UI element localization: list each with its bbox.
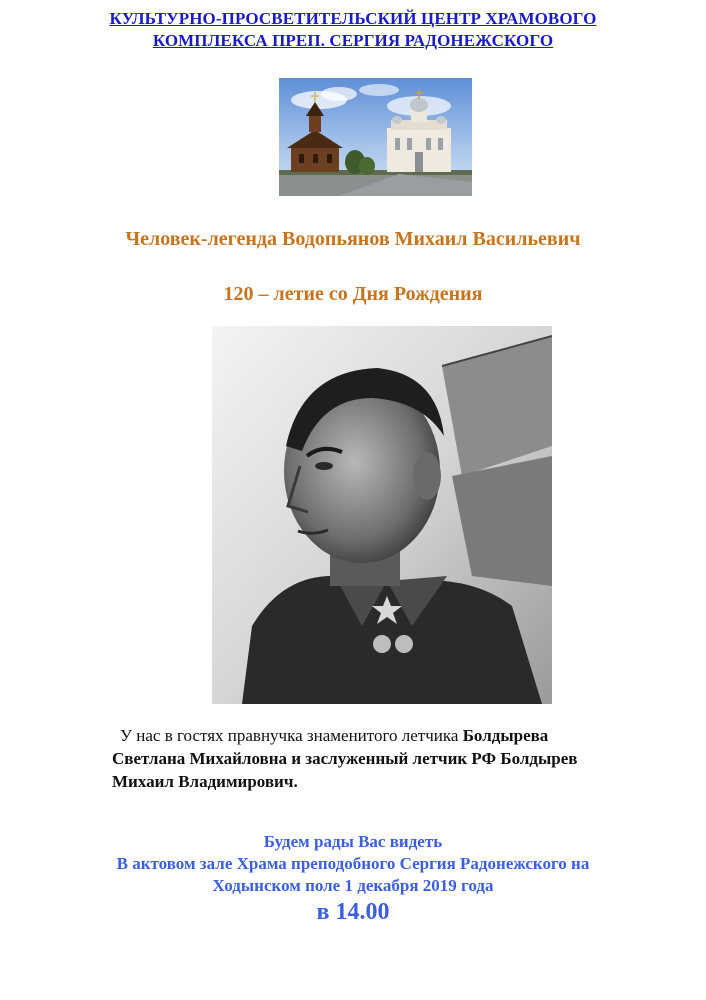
- invite-date: Ходынском поле 1 декабря 2019 года: [212, 876, 494, 895]
- event-subtitle: 120 – летие со Дня Рождения: [223, 283, 483, 305]
- guest-line-1: [112, 724, 672, 747]
- organization-header: [0, 8, 706, 52]
- guest-line-1-regular: У нас в гостях правнучка знаменитого летчика: [120, 726, 463, 745]
- guest-description: [112, 724, 672, 793]
- header-line-2: КОМПЛЕКСА ПРЕП. СЕРГИЯ РАДОНЕЖСКОГО: [152, 31, 554, 50]
- portrait-photo: [212, 326, 552, 704]
- church-photo: [279, 78, 472, 196]
- event-title: Человек-легенда Водопьянов Михаил Васильевич: [125, 228, 581, 250]
- invite-venue: В актовом зале Храма преподобного Сергия Радонежского на: [116, 854, 590, 873]
- guest-line-3: Михаил Владимирович.: [112, 772, 298, 791]
- guest-line-1-bold: Болдырева: [462, 726, 549, 745]
- header-line-1: КУЛЬТУРНО-ПРОСВЕТИТЕЛЬСКИЙ ЦЕНТР ХРАМОВОГО: [109, 9, 597, 28]
- invite-greeting: Будем рады Вас видеть: [263, 832, 443, 851]
- guest-line-2: Светлана Михайловна и заслуженный летчик РФ Болдырев: [112, 749, 578, 768]
- invite-time: в 14.00: [316, 899, 390, 925]
